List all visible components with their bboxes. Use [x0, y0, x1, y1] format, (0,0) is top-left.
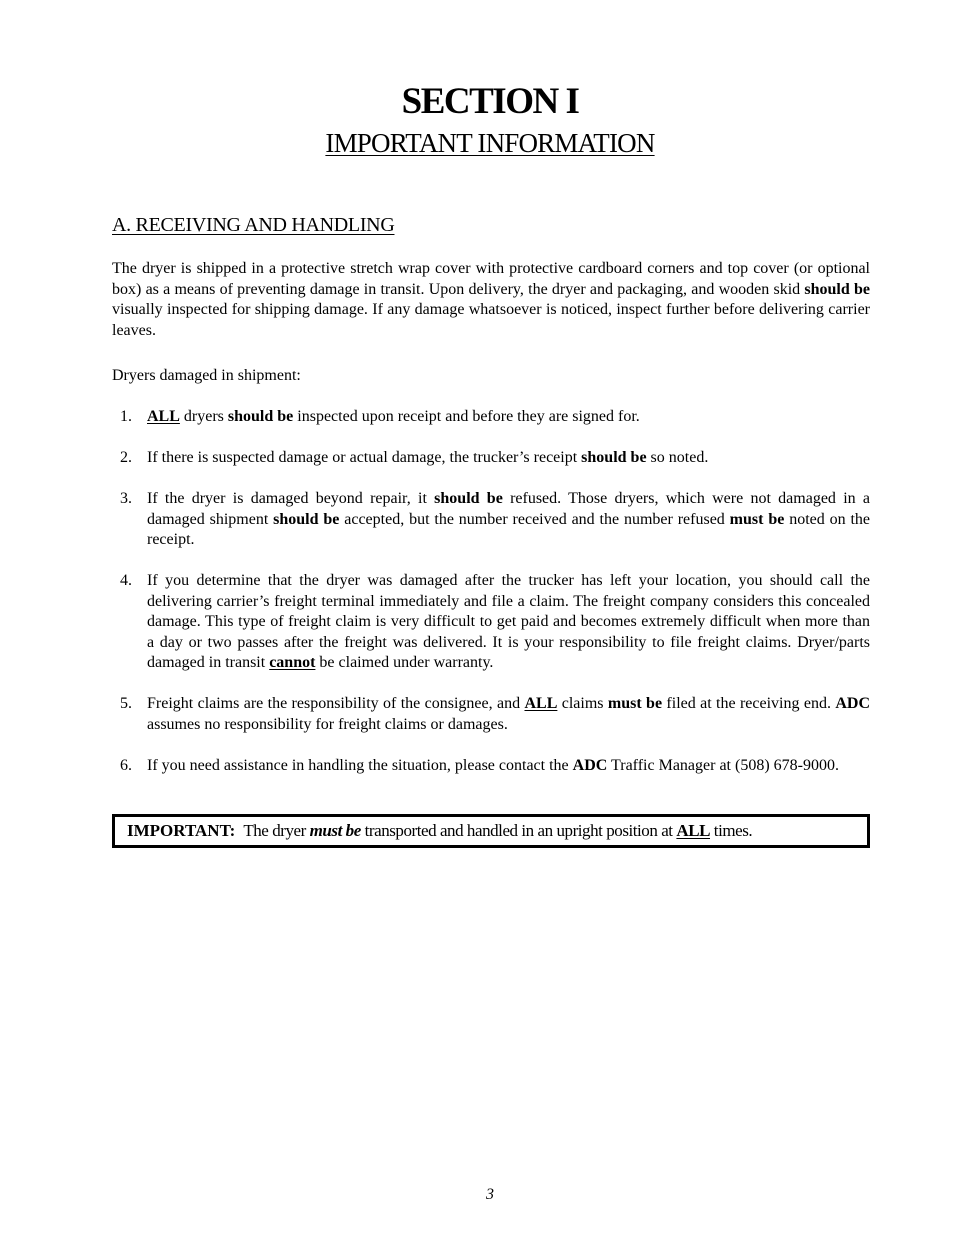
text-run: inspected upon receipt and before they are signed for. — [293, 408, 640, 425]
important-notice-box — [112, 814, 870, 848]
text-run: If you need assistance in handling the situation, please contact the — [147, 757, 573, 774]
list-item-text — [147, 571, 870, 674]
text-run: If you determine that the dryer was damaged after the trucker has left your location, you should call the delivering carrier’s freight terminal immediately and file a claim. The freight company considers this concealed damage. This type of freight claim is very difficult to get paid and becomes extremely difficult when more than a day or two passes after the freight was delivered. It is your responsibility to file freight claims. Dryer/parts damaged in transit — [147, 572, 870, 672]
emphasis-all: ALL — [524, 695, 558, 712]
section-title: SECTION I — [401, 81, 579, 122]
list-item-number: 6. — [120, 757, 132, 774]
text-run: The dryer — [243, 821, 310, 840]
text-run: If there is suspected damage or actual damage, the trucker’s receipt — [147, 449, 582, 466]
emphasis-should-be: should be — [273, 510, 340, 528]
text-run: claims — [557, 695, 608, 712]
emphasis-cannot: cannot — [269, 654, 316, 672]
page-number: 3 — [486, 1186, 494, 1203]
emphasis-must-be: must be — [309, 821, 361, 840]
emphasis-must-be: must be — [607, 695, 663, 712]
intro-text-2: visually inspected for shipping damage. If any damage whatsoever is noticed, inspect further before delivering carrier leaves. — [112, 301, 870, 339]
list-item-number: 5. — [120, 695, 132, 712]
emphasis-should-be: should be — [227, 408, 294, 425]
text-run: noted on the receipt. — [147, 510, 871, 549]
list-item — [112, 756, 870, 777]
list-item-number: 1. — [120, 408, 132, 425]
text-run: dryers — [179, 408, 228, 425]
emphasis-adc: ADC — [572, 757, 608, 774]
list-item-text — [147, 694, 870, 735]
important-message — [243, 821, 752, 840]
text-run: transported and handled in an upright position at — [360, 821, 677, 840]
list-item-text — [147, 407, 870, 428]
important-notice-text — [127, 820, 752, 842]
intro-paragraph — [112, 259, 870, 341]
intro-text-1: The dryer is shipped in a protective stretch wrap cover with protective cardboard corners and top cover (or optional box) as a means of preventing damage in transit. Upon delivery, the dryer and packaging, and wooden skid — [112, 260, 870, 298]
important-label: IMPORTANT: — [127, 821, 236, 840]
list-item — [112, 694, 870, 735]
text-run: accepted, but the number received and the number refused — [339, 510, 730, 528]
list-item-text — [147, 448, 870, 469]
emphasis-adc: ADC — [835, 695, 871, 712]
text-run: be claimed under warranty. — [315, 654, 494, 672]
list-item-number: 4. — [120, 572, 132, 589]
damaged-shipment-label: Dryers damaged in shipment: — [112, 367, 301, 384]
list-item-number: 3. — [120, 490, 132, 507]
text-run: refused. Those dryers, which were not damaged in a damaged shipment — [147, 490, 871, 528]
subsection-heading: A. RECEIVING AND HANDLING — [112, 214, 395, 236]
section-subtitle — [0, 127, 954, 159]
list-item — [112, 571, 870, 674]
text-run: If the dryer is damaged beyond repair, it — [147, 490, 435, 507]
list-item — [112, 448, 870, 469]
list-item-number: 2. — [120, 449, 132, 466]
emphasis-should-be: should be — [581, 449, 647, 466]
text-run: Freight claims are the responsibility of the consignee, and — [147, 695, 525, 712]
emphasis-all: ALL — [676, 821, 710, 840]
section-subtitle-text: IMPORTANT INFORMATION — [325, 128, 655, 158]
text-run: times. — [710, 821, 753, 840]
text-run: assumes no responsibility for freight claims or damages. — [147, 715, 508, 733]
emphasis-should-be: should be — [434, 490, 503, 507]
emphasis-all: ALL — [147, 408, 180, 425]
list-item-text — [147, 756, 870, 777]
text-run: so noted. — [646, 449, 709, 466]
intro-emphasis: should be — [804, 280, 870, 298]
emphasis-must-be: must be — [729, 510, 785, 528]
list-item — [112, 489, 870, 551]
text-run: filed at the receiving end. — [662, 695, 836, 712]
list-item — [112, 407, 870, 428]
list-item-text — [147, 489, 870, 551]
text-run: Traffic Manager at (508) 678-9000. — [607, 757, 839, 774]
